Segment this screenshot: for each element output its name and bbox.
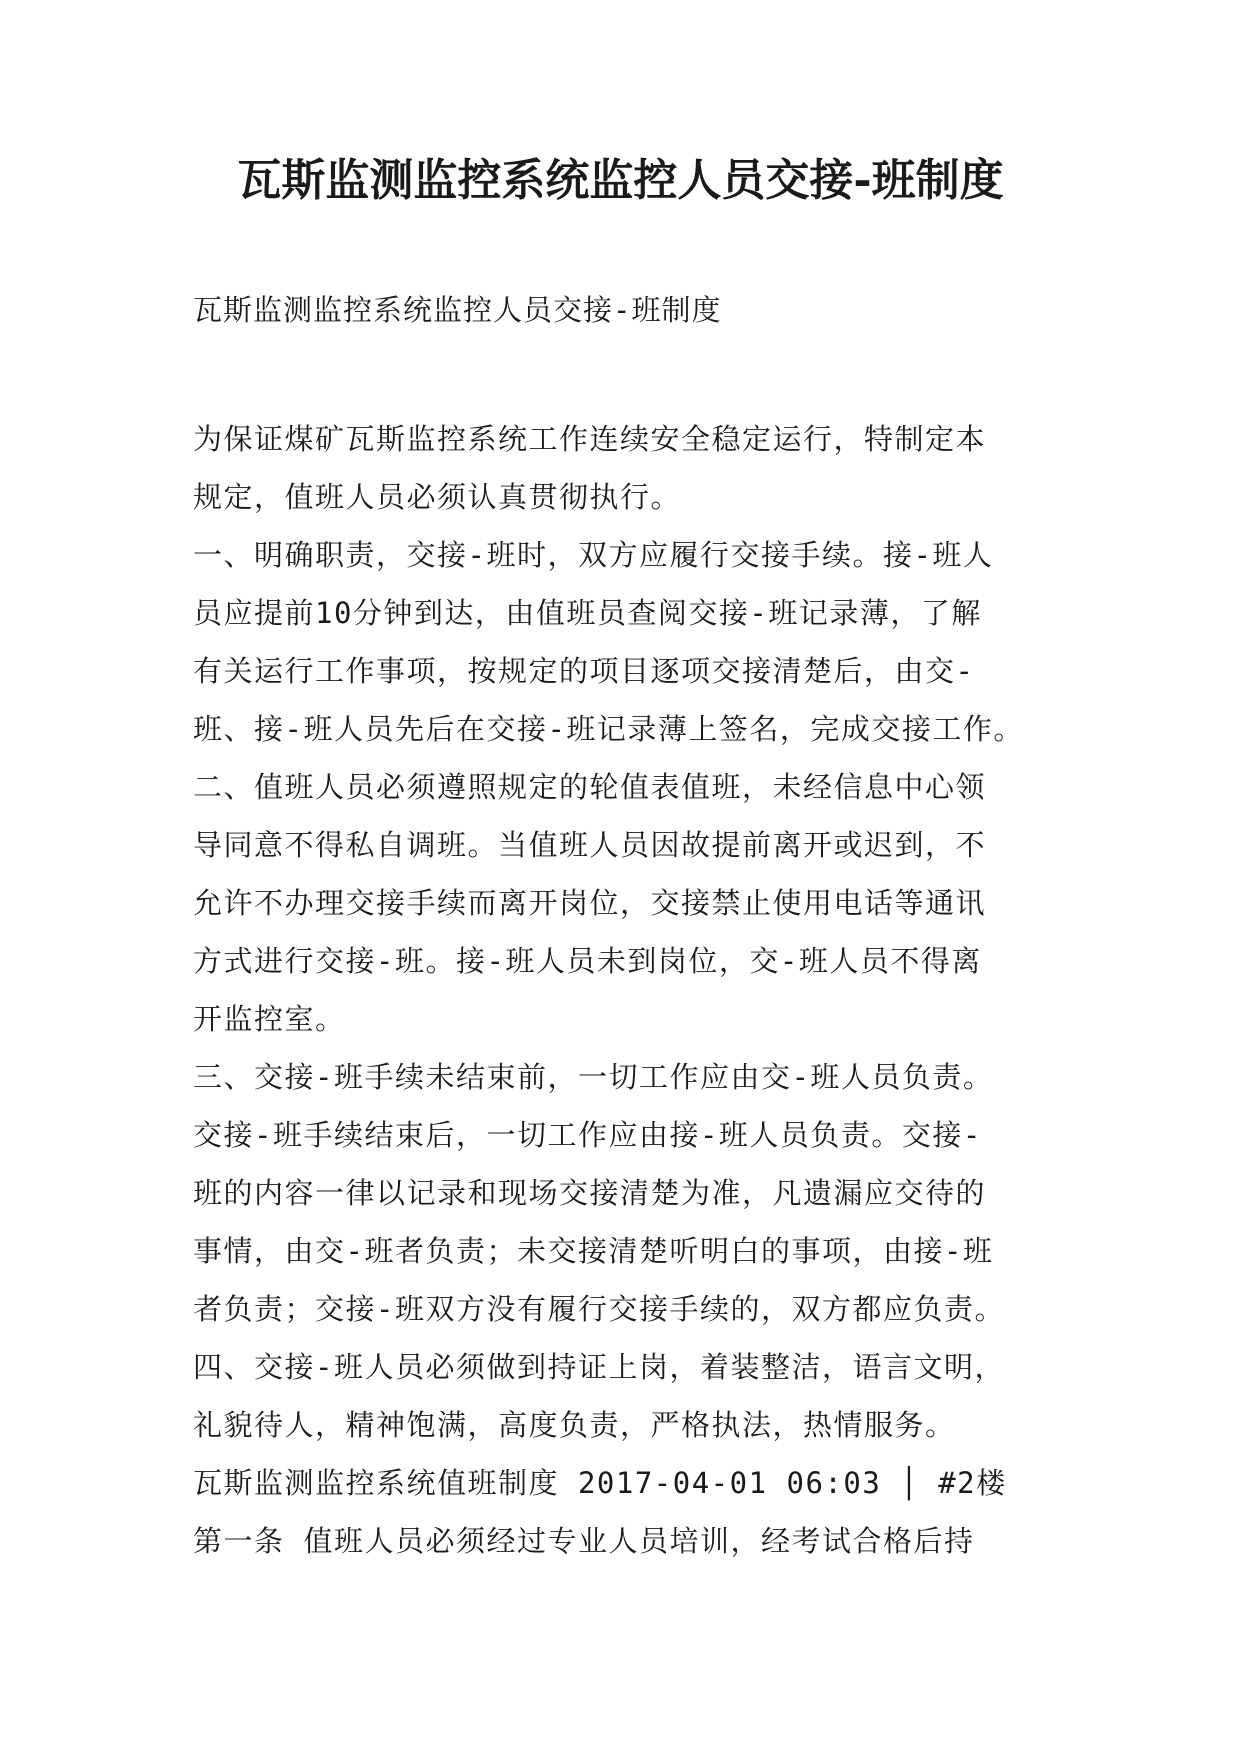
- body-line: 班的内容一律以记录和现场交接清楚为准，凡遗漏应交待的: [193, 1176, 987, 1210]
- body-line: 规定，值班人员必须认真贯彻执行。: [193, 480, 682, 514]
- body-line: 事情，由交-班者负责；未交接清楚听明白的事项，由接-班: [193, 1234, 994, 1268]
- body-line: 为保证煤矿瓦斯监控系统工作连续安全稳定运行，特制定本: [193, 422, 987, 456]
- body-line: 交接-班手续结束后，一切工作应由接-班人员负责。交接-: [193, 1118, 982, 1152]
- document-title: 瓦斯监测监控系统监控人员交接-班制度: [237, 155, 1004, 206]
- body-line: 有关运行工作事项，按规定的项目逐项交接清楚后，由交-: [193, 654, 975, 688]
- body-line: 员应提前10分钟到达，由值班员查阅交接-班记录薄，了解: [193, 596, 982, 630]
- body-line: 二、值班人员必须遵照规定的轮值表值班，未经信息中心领: [193, 770, 987, 804]
- body-line: 开监控室。: [193, 1002, 346, 1036]
- body-line: 班、接-班人员先后在交接-班记录薄上签名，完成交接工作。: [193, 712, 1024, 746]
- body-line: 四、交接-班人员必须做到持证上岗，着装整洁，语言文明，: [193, 1350, 1005, 1384]
- body-line: 第一条 值班人员必须经过专业人员培训，经考试合格后持: [193, 1524, 975, 1558]
- body-line: 者负责；交接-班双方没有履行交接手续的，双方都应负责。: [193, 1292, 1005, 1326]
- body-line: 礼貌待人，精神饱满，高度负责，严格执法，热情服务。: [193, 1408, 956, 1442]
- body-line: 一、明确职责，交接-班时，双方应履行交接手续。接-班人: [193, 538, 994, 572]
- body-line: 允许不办理交接手续而离开岗位，交接禁止使用电话等通讯: [193, 886, 987, 920]
- body-line: 方式进行交接-班。接-班人员未到岗位，交-班人员不得离: [193, 944, 982, 978]
- body-line: 导同意不得私自调班。当值班人员因故提前离开或迟到，不: [193, 828, 987, 862]
- document-body: [193, 410, 1073, 1570]
- document-subtitle: 瓦斯监测监控系统监控人员交接-班制度: [193, 293, 722, 327]
- body-line: 瓦斯监测监控系统值班制度 2017-04-01 06:03 │ #2楼: [193, 1466, 1007, 1500]
- body-line: 三、交接-班手续未结束前，一切工作应由交-班人员负责。: [193, 1060, 994, 1094]
